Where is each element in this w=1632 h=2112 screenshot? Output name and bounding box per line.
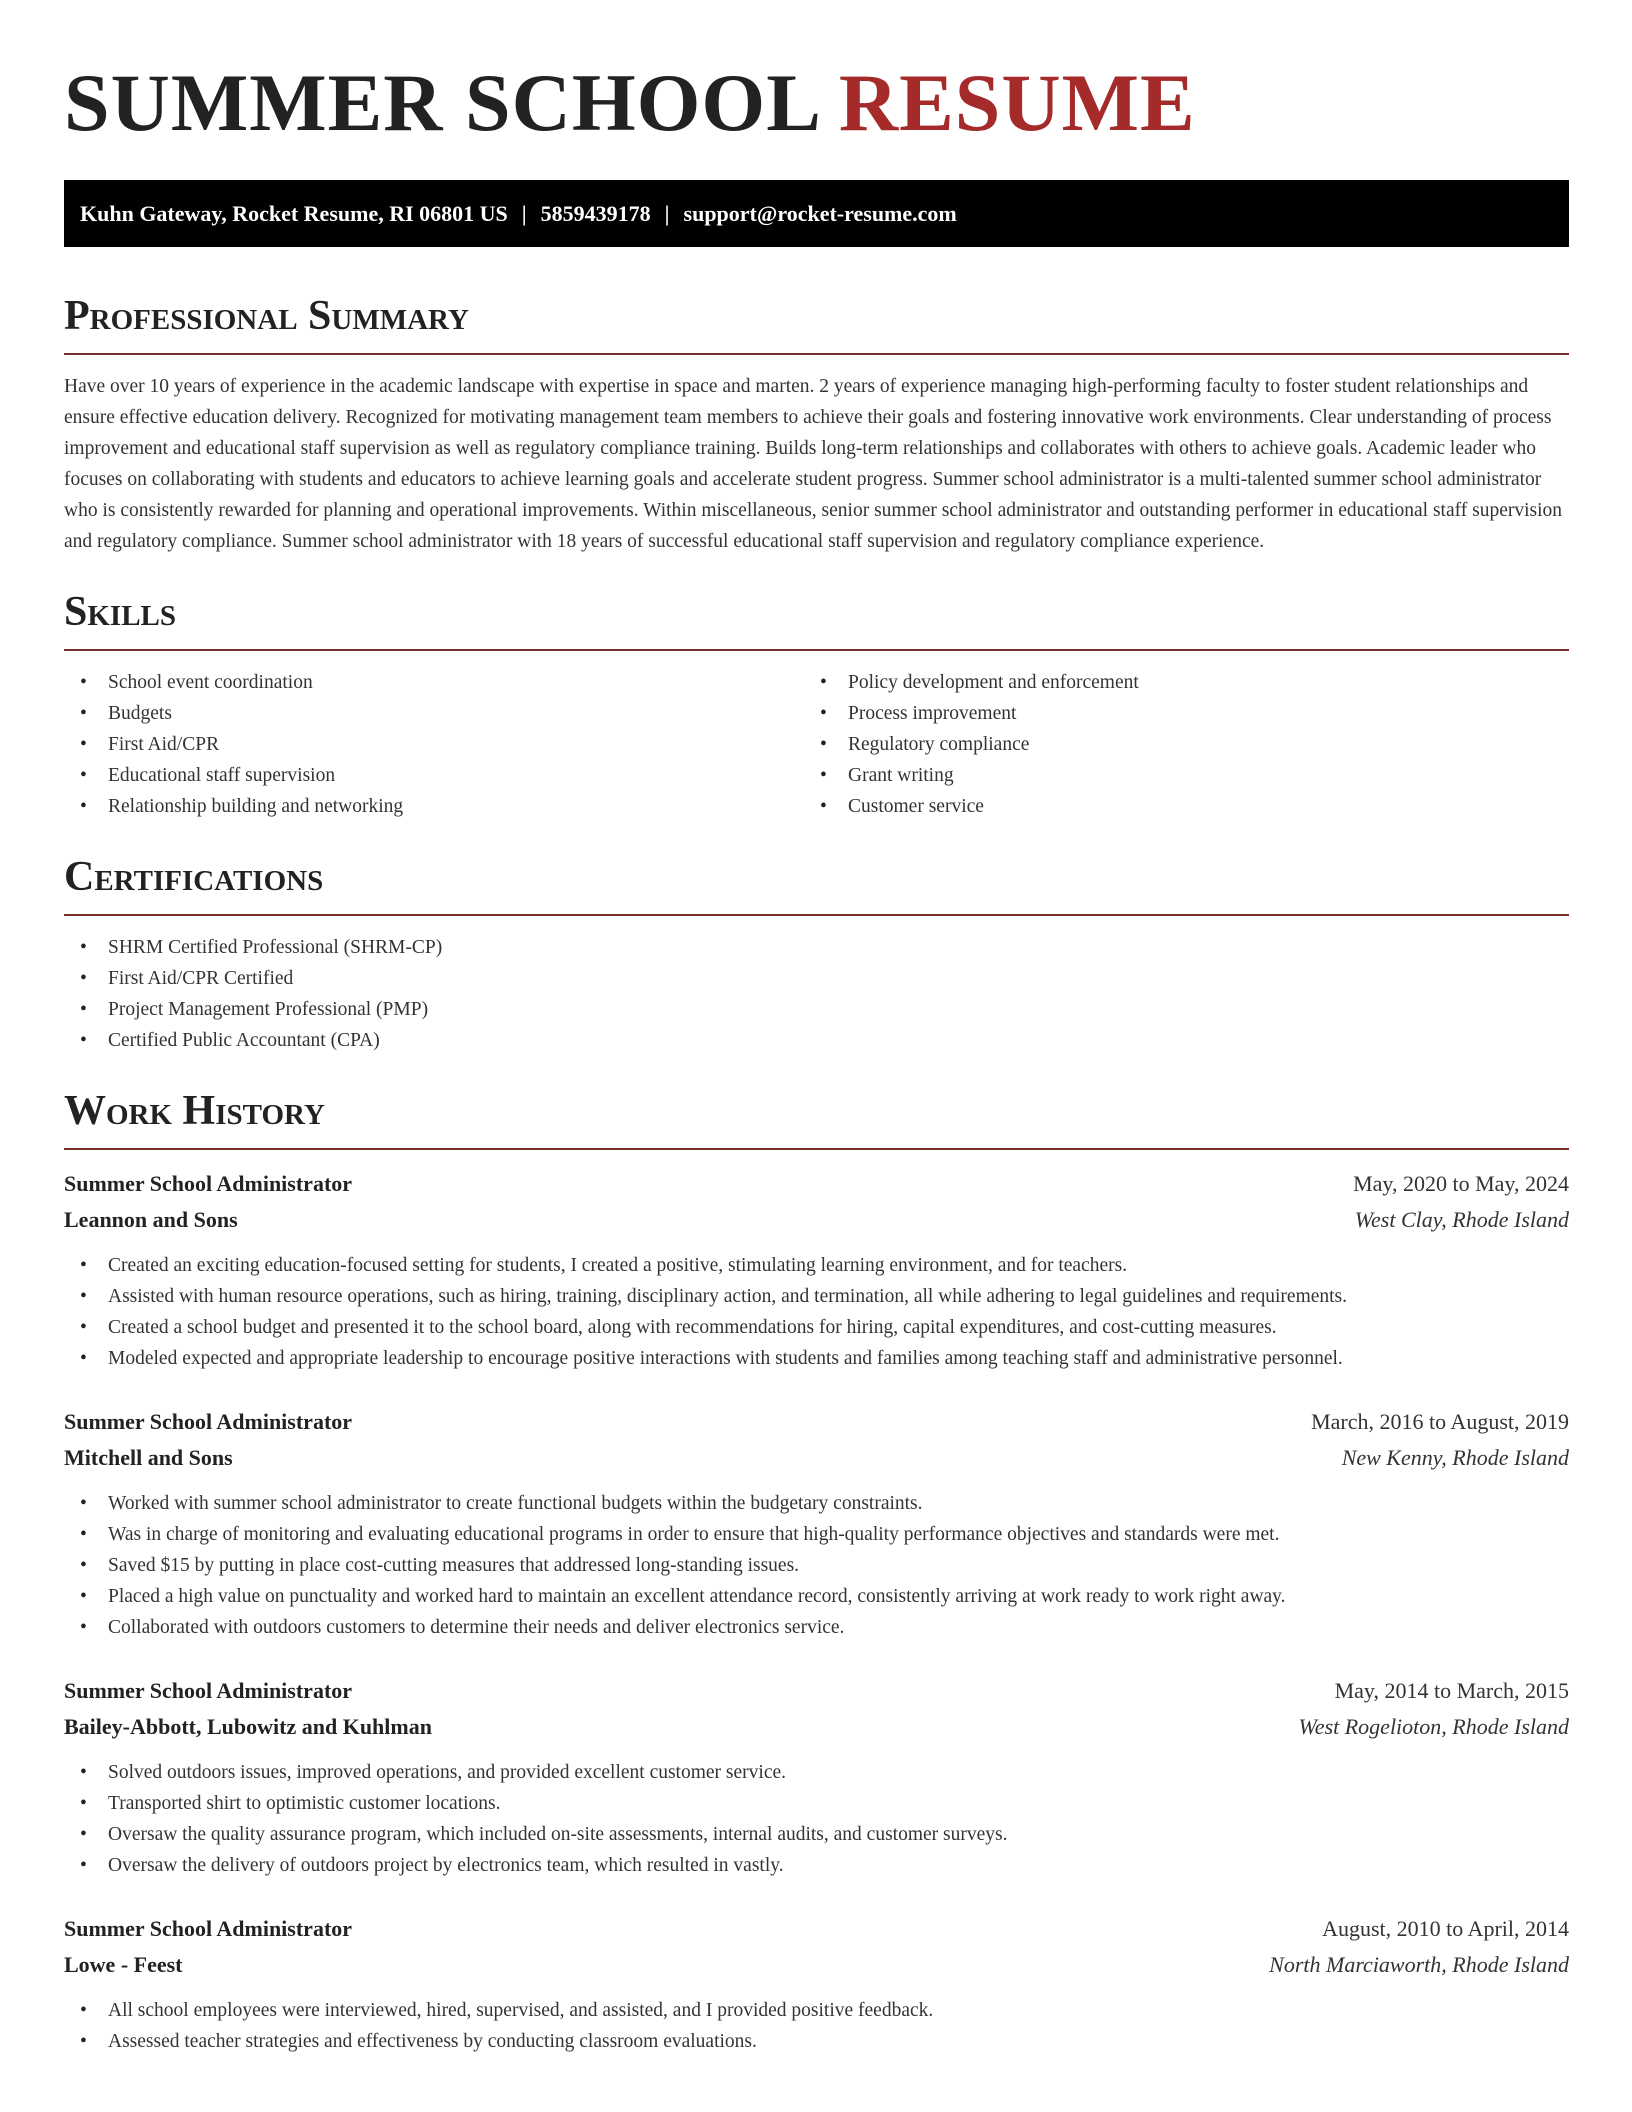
job-header-row [64, 1673, 1569, 1709]
job-header-row [64, 1404, 1569, 1440]
job-company-row [64, 1709, 1569, 1745]
certification-item: • First Aid/CPR Certified [64, 963, 1569, 994]
job-bullets [64, 1757, 1569, 1881]
job-bullet: • Placed a high value on punctuality and worked hard to maintain an excellent attendance record, consistently arriving at work ready to work right away. [64, 1581, 1569, 1612]
job-entry [64, 1404, 1569, 1643]
job-title: Summer School Administrator [64, 1171, 353, 1196]
job-bullets [64, 1488, 1569, 1643]
job-company-row [64, 1947, 1569, 1983]
resume-page [64, 0, 1569, 2057]
job-bullet: • Saved $15 by putting in place cost-cutting measures that addressed long-standing issues. [64, 1550, 1569, 1581]
job-company: Mitchell and Sons [64, 1445, 233, 1470]
job-dates: May, 2014 to March, 2015 [1334, 1678, 1569, 1703]
job-bullet: • Transported shirt to optimistic customer locations. [64, 1788, 1569, 1819]
job-bullet: • Solved outdoors issues, improved operations, and provided excellent customer service. [64, 1757, 1569, 1788]
job-header-row [64, 1166, 1569, 1202]
certification-item: • Certified Public Accountant (CPA) [64, 1025, 1569, 1056]
skill-item: • Process improvement [804, 698, 1544, 729]
summary-heading: Professional Summary [64, 293, 1569, 355]
certifications-heading: Certifications [64, 854, 1569, 916]
job-bullets [64, 1250, 1569, 1374]
job-bullet: • Oversaw the quality assurance program, which included on-site assessments, internal audits, and customer surveys. [64, 1819, 1569, 1850]
contact-address: Kuhn Gateway, Rocket Resume, RI 06801 US [80, 201, 508, 226]
skill-item: • Regulatory compliance [804, 729, 1544, 760]
job-bullet: • Was in charge of monitoring and evaluating educational programs in order to ensure that high-quality performance objectives and standards were met. [64, 1519, 1569, 1550]
job-company-row [64, 1202, 1569, 1238]
job-company: Bailey-Abbott, Lubowitz and Kuhlman [64, 1714, 432, 1739]
job-header-row [64, 1911, 1569, 1947]
skill-item: • School event coordination [64, 667, 804, 698]
job-bullet: • Created an exciting education-focused setting for students, I created a positive, stimulating learning environment, and for teachers. [64, 1250, 1569, 1281]
skills-heading: Skills [64, 589, 1569, 651]
job-company: Lowe - Feest [64, 1952, 183, 1977]
skill-item: • Customer service [804, 791, 1544, 822]
job-company: Leannon and Sons [64, 1207, 238, 1232]
work-history-heading: Work History [64, 1088, 1569, 1150]
job-location: North Marciaworth, Rhode Island [1269, 1952, 1569, 1977]
job-entry [64, 1911, 1569, 2057]
skill-item: • Budgets [64, 698, 804, 729]
job-location: New Kenny, Rhode Island [1341, 1445, 1569, 1470]
skills-column-left [64, 667, 804, 822]
contact-email[interactable]: support@rocket-resume.com [683, 201, 957, 226]
job-bullets [64, 1995, 1569, 2057]
skill-item: • First Aid/CPR [64, 729, 804, 760]
job-dates: August, 2010 to April, 2014 [1322, 1916, 1569, 1941]
skill-item: • Policy development and enforcement [804, 667, 1544, 698]
job-dates: May, 2020 to May, 2024 [1353, 1171, 1569, 1196]
job-bullet: • Oversaw the delivery of outdoors project by electronics team, which resulted in vastly. [64, 1850, 1569, 1881]
job-title: Summer School Administrator [64, 1678, 353, 1703]
job-bullet: • Assisted with human resource operations, such as hiring, training, disciplinary action, and termination, all while adhering to legal guidelines and requirements. [64, 1281, 1569, 1312]
skill-item: • Relationship building and networking [64, 791, 804, 822]
skill-item: • Educational staff supervision [64, 760, 804, 791]
contact-separator: | [521, 201, 527, 226]
certification-item: • Project Management Professional (PMP) [64, 994, 1569, 1025]
job-bullet: • Collaborated with outdoors customers to determine their needs and deliver electronics service. [64, 1612, 1569, 1643]
skills-list [64, 667, 1569, 822]
title-main: SUMMER SCHOOL [64, 57, 818, 148]
job-company-row [64, 1440, 1569, 1476]
skills-column-right [804, 667, 1544, 822]
job-bullet: • All school employees were interviewed, hired, supervised, and assisted, and I provided positive feedback. [64, 1995, 1569, 2026]
job-location: West Clay, Rhode Island [1354, 1207, 1569, 1232]
job-bullet: • Worked with summer school administrator to create functional budgets within the budgetary constraints. [64, 1488, 1569, 1519]
contact-bar [64, 180, 1569, 247]
job-bullet: • Modeled expected and appropriate leadership to encourage positive interactions with students and families among teaching staff and administrative personnel. [64, 1343, 1569, 1374]
job-entry [64, 1673, 1569, 1881]
job-location: West Rogelioton, Rhode Island [1298, 1714, 1569, 1739]
skill-item: • Grant writing [804, 760, 1544, 791]
certifications-list [64, 932, 1569, 1056]
job-title: Summer School Administrator [64, 1916, 353, 1941]
resume-title [64, 57, 1569, 148]
contact-phone[interactable]: 5859439178 [540, 201, 651, 226]
contact-separator: | [664, 201, 670, 226]
job-bullet: • Assessed teacher strategies and effectiveness by conducting classroom evaluations. [64, 2026, 1569, 2057]
job-bullet: • Created a school budget and presented it to the school board, along with recommendations for hiring, capital expenditures, and cost-cutting measures. [64, 1312, 1569, 1343]
job-dates: March, 2016 to August, 2019 [1311, 1409, 1569, 1434]
title-accent: RESUME [838, 57, 1196, 148]
job-entry [64, 1166, 1569, 1374]
summary-text: Have over 10 years of experience in the academic landscape with expertise in space and marten. 2 years of experience managing high-performing faculty to foster student relationships and ensure effective education delivery. Recognized for motivating management team members to achieve their goals and fostering innovative work environments. Clear understanding of process improvement and educational staff supervision as well as regulatory compliance training. Builds long-term relationships and collaborates with others to achieve goals. Academic leader who focuses on collaborating with students and educators to achieve learning goals and accelerate student progress. Summer school administrator is a multi-talented summer school administrator who is consistently rewarded for planning and operational improvements. Within miscellaneous, senior summer school administrator and outstanding performer in educational staff supervision and regulatory compliance. Summer school administrator with 18 years of successful educational staff supervision and regulatory compliance experience. [64, 376, 1563, 552]
job-title: Summer School Administrator [64, 1409, 353, 1434]
certification-item: • SHRM Certified Professional (SHRM-CP) [64, 932, 1569, 963]
